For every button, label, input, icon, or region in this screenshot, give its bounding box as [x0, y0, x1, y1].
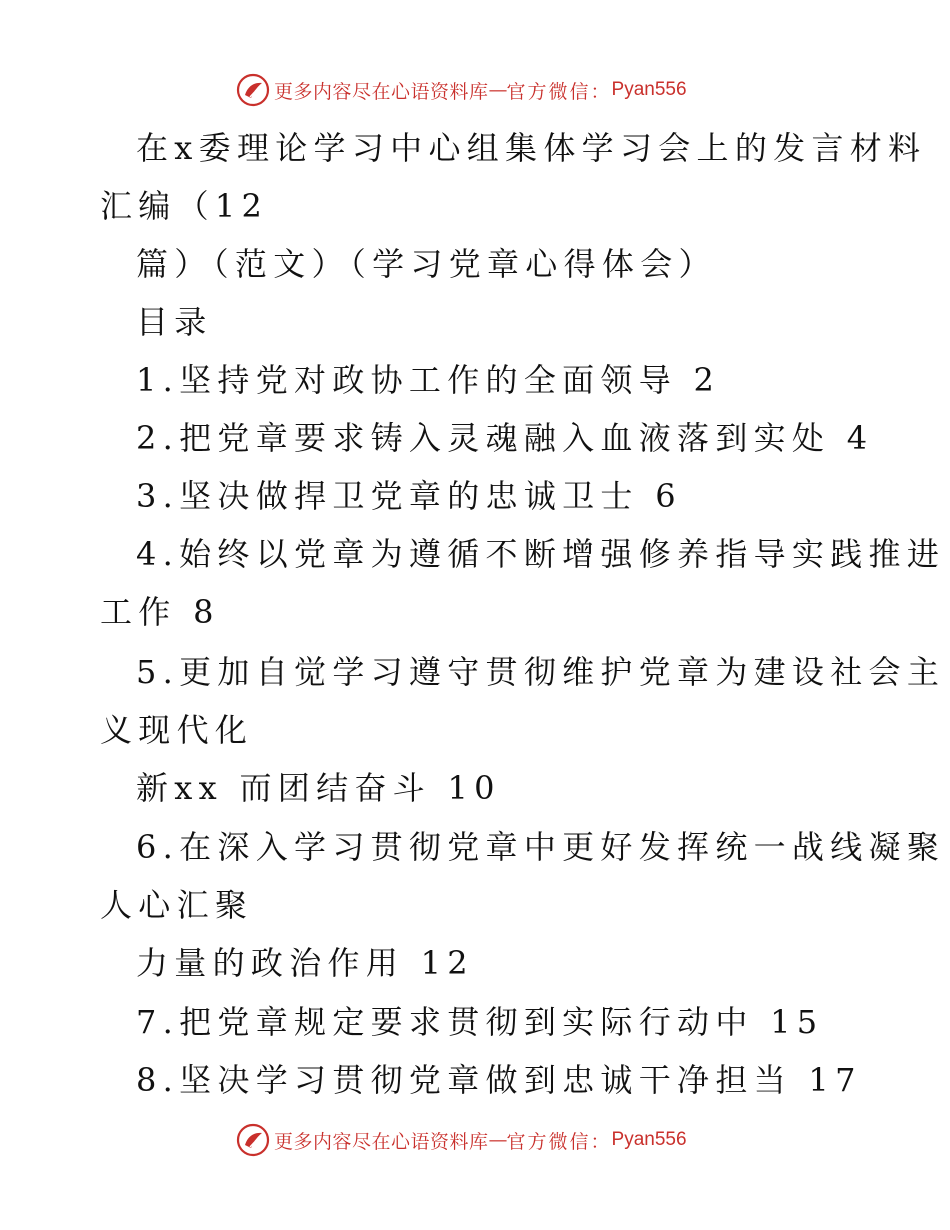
- header-watermark-separator: —: [488, 79, 507, 101]
- toc-item: 1.坚持党对政协工作的全面领导 2: [136, 361, 721, 399]
- toc-item-continuation: 义现代化: [100, 711, 254, 749]
- footer-watermark-separator: —: [488, 1129, 507, 1151]
- doc-title-line-2: 汇编（12: [100, 187, 269, 225]
- toc-item: 2.把党章要求铸入灵魂融入血液落到实处 4: [136, 419, 874, 457]
- toc-item: 8.坚决学习贯彻党章做到忠诚干净担当 17: [136, 1061, 862, 1099]
- footer-watermark-main: 更多内容尽在心语资料库: [274, 1130, 489, 1153]
- toc-item-continuation: 新xx 而团结奋斗 10: [136, 769, 501, 807]
- toc-item: 6.在深入学习贯彻党章中更好发挥统一战线凝聚: [136, 828, 946, 866]
- toc-heading: 目录: [136, 303, 213, 341]
- footer-watermark: [236, 1122, 687, 1158]
- footer-watermark-sub: 官方微信：: [506, 1130, 612, 1153]
- seal-logo-icon: [236, 1123, 270, 1157]
- doc-title-line-1: 在x委理论学习中心组集体学习会上的发言材料: [136, 129, 927, 167]
- footer-watermark-id: Pyan556: [611, 1129, 687, 1150]
- header-watermark-id: Pyan556: [611, 79, 687, 100]
- header-watermark: [236, 72, 687, 108]
- toc-item: 3.坚决做捍卫党章的忠诚卫士 6: [136, 477, 682, 515]
- toc-item: 4.始终以党章为遵循不断增强修养指导实践推进: [136, 535, 946, 573]
- header-watermark-sub: 官方微信：: [506, 80, 612, 103]
- seal-logo-icon: [236, 73, 270, 107]
- doc-title-line-3: 篇）（范文）（学习党章心得体会）: [136, 245, 717, 283]
- toc-item-continuation: 力量的政治作用 12: [136, 944, 474, 982]
- toc-item: 5.更加自觉学习遵守贯彻维护党章为建设社会主: [136, 653, 946, 691]
- toc-item: 7.把党章规定要求贯彻到实际行动中 15: [136, 1003, 824, 1041]
- toc-item-continuation: 工作 8: [100, 593, 220, 631]
- toc-item-continuation: 人心汇聚: [100, 886, 254, 924]
- header-watermark-main: 更多内容尽在心语资料库: [274, 80, 489, 103]
